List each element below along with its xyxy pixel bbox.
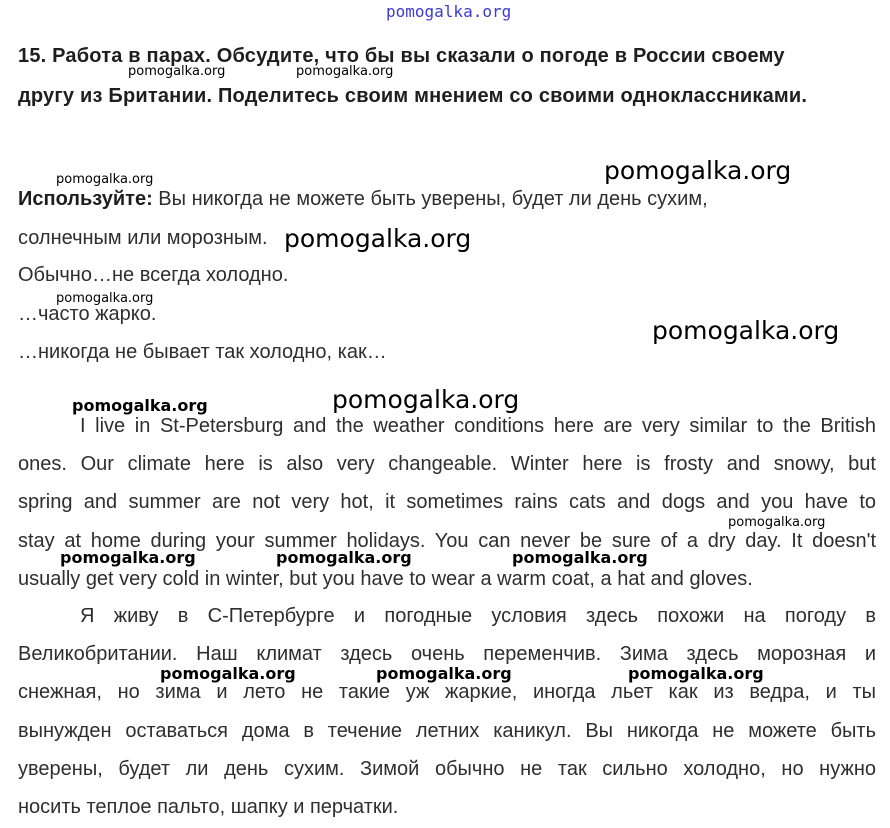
watermark: pomogalka.org bbox=[296, 64, 394, 79]
watermark: pomogalka.org bbox=[604, 156, 792, 185]
watermark: pomogalka.org bbox=[628, 664, 764, 683]
english-line: I live in St-Petersburg and the weather conditions here are very similar to the British bbox=[80, 415, 876, 437]
watermark: pomogalka.org bbox=[56, 291, 154, 306]
task-line-1: 15. Работа в парах. Обсудите, что бы вы сказали о погоде в России своему bbox=[18, 45, 785, 67]
use-line-5: …никогда не бывает так холодно, как… bbox=[18, 341, 387, 363]
use-line-4: …часто жарко. bbox=[18, 303, 157, 325]
english-paragraph bbox=[18, 407, 876, 598]
russian-line: Я живу в С-Петербурге и погодные условия здесь похожи на погоду в bbox=[80, 605, 876, 627]
watermark: pomogalka.org bbox=[276, 548, 412, 567]
russian-line: снежная, но зима и лето не такие уж жаркие, иногда льет как из ведра, и ты bbox=[18, 681, 876, 704]
use-line-2: солнечным или морозным. bbox=[18, 227, 268, 249]
russian-line: уверены, будет ли день сухим. Зимой обычно не так сильно холодно, но нужно bbox=[18, 757, 876, 780]
watermark: pomogalka.org bbox=[386, 2, 512, 21]
watermark: pomogalka.org bbox=[72, 396, 208, 415]
watermark: pomogalka.org bbox=[160, 664, 296, 683]
watermark: pomogalka.org bbox=[728, 515, 826, 530]
use-label: Используйте: bbox=[18, 188, 153, 210]
watermark: pomogalka.org bbox=[56, 172, 154, 187]
english-line: usually get very cold in winter, but you have to wear a warm coat, a hat and gloves. bbox=[18, 567, 753, 590]
english-line: ones. Our climate here is also very changeable. Winter here is frosty and snowy, but bbox=[18, 453, 876, 476]
russian-line: Великобритании. Наш климат здесь очень переменчив. Зима здесь морозная и bbox=[18, 643, 876, 666]
watermark: pomogalka.org bbox=[60, 548, 196, 567]
watermark: pomogalka.org bbox=[512, 548, 648, 567]
watermark: pomogalka.org bbox=[376, 664, 512, 683]
english-line: stay at home during your summer holidays. You can never be sure of a dry day. It doesn't bbox=[18, 529, 876, 552]
use-text-1: Вы никогда не можете быть уверены, будет ли день сухим, bbox=[152, 188, 708, 210]
watermark: pomogalka.org bbox=[652, 316, 840, 345]
watermark: pomogalka.org bbox=[128, 64, 226, 79]
russian-paragraph bbox=[18, 597, 876, 826]
use-line-1 bbox=[18, 188, 878, 211]
russian-line: вынужден оставаться дома в течение летних каникул. Вы никогда не можете быть bbox=[18, 719, 876, 742]
english-line: spring and summer are not very hot, it sometimes rains cats and dogs and you have to bbox=[18, 491, 876, 514]
watermark: pomogalka.org bbox=[332, 385, 520, 414]
russian-line: носить теплое пальто, шапку и перчатки. bbox=[18, 796, 399, 819]
use-line-3: Обычно…не всегда холодно. bbox=[18, 264, 289, 286]
watermark: pomogalka.org bbox=[284, 224, 472, 253]
task-line-2: другу из Британии. Поделитесь своим мнением со своими одноклассниками. bbox=[18, 85, 808, 107]
